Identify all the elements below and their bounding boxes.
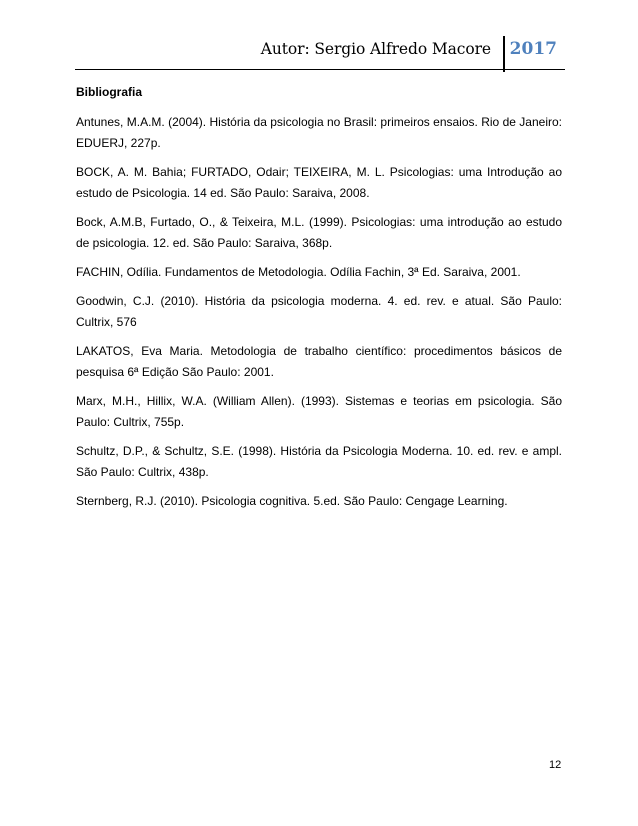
- section-title: Bibliografia: [76, 85, 143, 99]
- header-separator: [503, 36, 505, 72]
- page-content: [76, 85, 562, 520]
- reference-item: Antunes, M.A.M. (2004). História da psicologia no Brasil: primeiros ensaios. Rio de Janeiro: EDUERJ, 227p.: [76, 115, 562, 150]
- header-author: Autor: Sergio Alfredo Macore: [260, 40, 491, 58]
- reference-item: FACHIN, Odília. Fundamentos de Metodologia. Odília Fachin, 3ª Ed. Saraiva, 2001.: [76, 265, 521, 279]
- reference-item: BOCK, A. M. Bahia; FURTADO, Odair; TEIXEIRA, M. L. Psicologias: uma Introdução ao estudo de Psicologia. 14 ed. São Paulo: Saraiva, 2008.: [76, 165, 562, 200]
- reference-item: Bock, A.M.B, Furtado, O., & Teixeira, M.L. (1999). Psicologias: uma introdução ao estudo de psicologia. 12. ed. São Paulo: Saraiva, 368p.: [76, 215, 562, 250]
- header-rule: [75, 69, 565, 70]
- header-year: 2017: [509, 39, 557, 59]
- reference-item: Marx, M.H., Hillix, W.A. (William Allen). (1993). Sistemas e teorias em psicologia. São Paulo: Cultrix, 755p.: [76, 394, 562, 429]
- reference-item: Goodwin, C.J. (2010). História da psicologia moderna. 4. ed. rev. e atual. São Paulo: Cultrix, 576: [76, 294, 562, 329]
- page-number: 12: [549, 759, 562, 771]
- page-header: [75, 36, 565, 70]
- reference-item: LAKATOS, Eva Maria. Metodologia de trabalho científico: procedimentos básicos de pesquisa 6ª Edição São Paulo: 2001.: [76, 344, 562, 379]
- reference-item: Schultz, D.P., & Schultz, S.E. (1998). História da Psicologia Moderna. 10. ed. rev. e ampl. São Paulo: Cultrix, 438p.: [76, 444, 562, 479]
- reference-item: Sternberg, R.J. (2010). Psicologia cognitiva. 5.ed. São Paulo: Cengage Learning.: [76, 494, 508, 508]
